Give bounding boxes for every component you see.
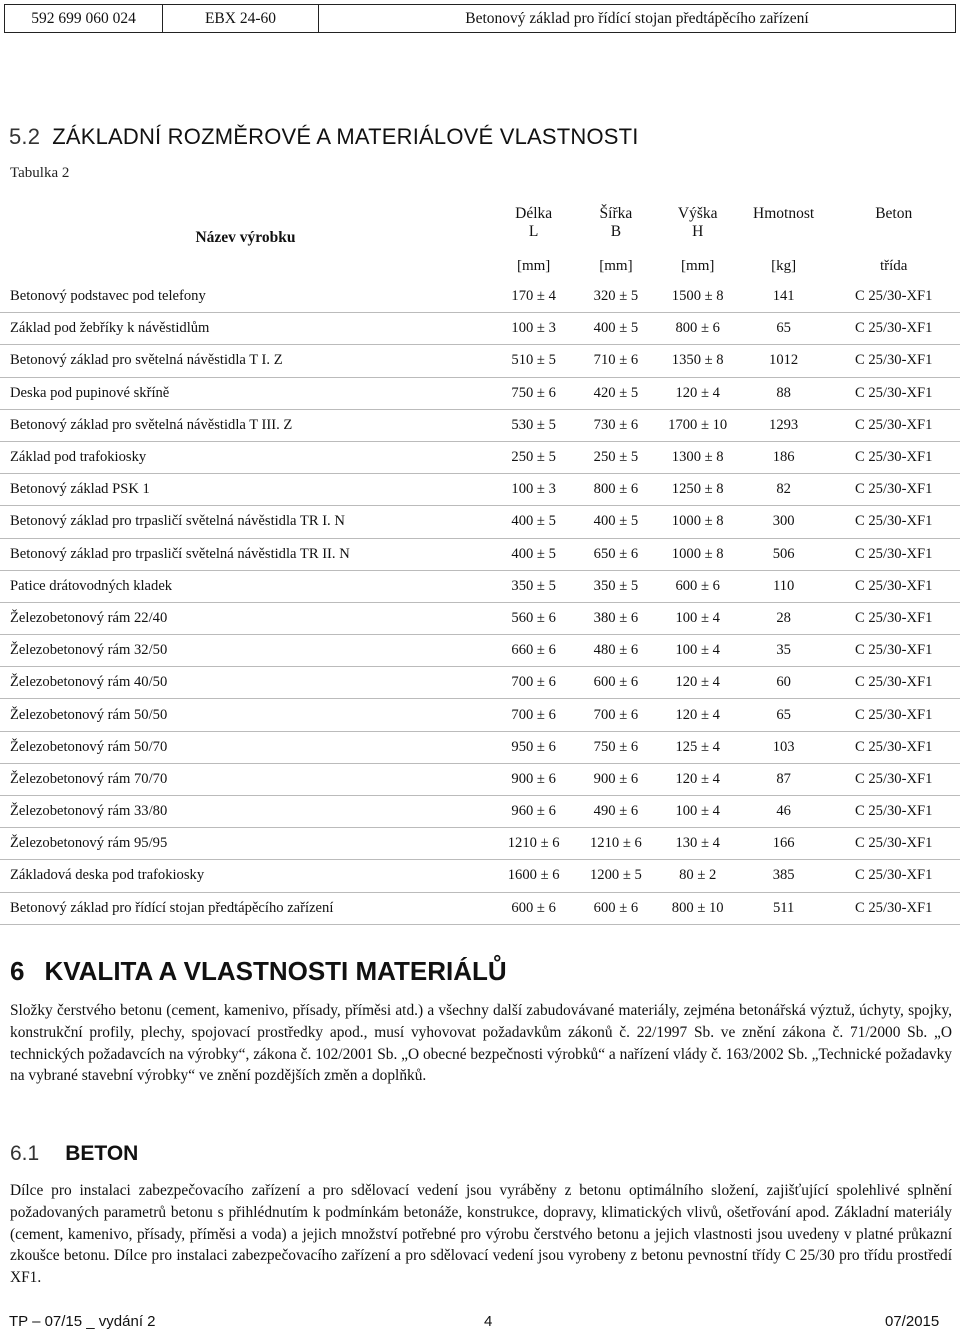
length-header: Délka L <box>515 205 553 240</box>
length-cell: 400 ± 5 <box>491 506 576 538</box>
width-cell: 420 ± 5 <box>576 377 655 409</box>
footer-date: 07/2015 <box>885 1313 940 1330</box>
length-cell: 700 ± 6 <box>491 699 576 731</box>
mass-cell: 35 <box>740 635 828 667</box>
width-cell: 320 ± 5 <box>576 281 655 313</box>
concrete-class-cell: C 25/30-XF1 <box>827 667 960 699</box>
product-name-cell: Patice drátovodných kladek <box>0 570 491 602</box>
table-row <box>0 763 960 795</box>
height-cell: 120 ± 4 <box>656 763 740 795</box>
product-name-cell: Železobetonový rám 50/50 <box>0 699 491 731</box>
length-cell: 960 ± 6 <box>491 796 576 828</box>
width-cell: 710 ± 6 <box>576 345 655 377</box>
section-number: 5.2 <box>9 124 41 149</box>
width-cell: 700 ± 6 <box>576 699 655 731</box>
table-row <box>0 570 960 602</box>
table-row <box>0 313 960 345</box>
table-row <box>0 538 960 570</box>
table-row <box>0 506 960 538</box>
table-row <box>0 667 960 699</box>
product-name-cell: Betonový podstavec pod telefony <box>0 281 491 313</box>
table-row <box>0 474 960 506</box>
length-cell: 600 ± 6 <box>491 892 576 924</box>
concrete-class-cell: C 25/30-XF1 <box>827 699 960 731</box>
table-row <box>0 892 960 924</box>
length-cell: 400 ± 5 <box>491 538 576 570</box>
height-cell: 80 ± 2 <box>656 860 740 892</box>
product-name-cell: Betonový základ PSK 1 <box>0 474 491 506</box>
product-name-cell: Železobetonový rám 50/70 <box>0 731 491 763</box>
product-name-cell: Betonový základ pro světelná návěstidla T I. Z <box>0 345 491 377</box>
width-cell: 900 ± 6 <box>576 763 655 795</box>
length-cell: 350 ± 5 <box>491 570 576 602</box>
table-caption: Tabulka 2 <box>10 165 70 181</box>
product-name-cell: Betonový základ pro řídící stojan předtápěcího zařízení <box>0 892 491 924</box>
product-name-cell: Základ pod trafokiosky <box>0 441 491 473</box>
table-row <box>0 860 960 892</box>
concrete-class-cell: C 25/30-XF1 <box>827 281 960 313</box>
mass-cell: 141 <box>740 281 828 313</box>
width-cell: 400 ± 5 <box>576 506 655 538</box>
height-cell: 100 ± 4 <box>656 635 740 667</box>
height-cell: 100 ± 4 <box>656 796 740 828</box>
footer-doc-ref: TP – 07/15 _ vydání 2 <box>9 1313 156 1330</box>
unit-mass: [kg] <box>771 257 797 274</box>
section-title: BETON <box>65 1142 139 1165</box>
table-row <box>0 635 960 667</box>
length-cell: 100 ± 3 <box>491 313 576 345</box>
length-cell: 170 ± 4 <box>491 281 576 313</box>
product-dimensions-table <box>0 195 960 925</box>
height-cell: 600 ± 6 <box>656 570 740 602</box>
height-cell: 125 ± 4 <box>656 731 740 763</box>
mass-cell: 166 <box>740 828 828 860</box>
width-cell: 1210 ± 6 <box>576 828 655 860</box>
mass-cell: 385 <box>740 860 828 892</box>
header-doc-number: 592 699 060 024 <box>5 5 163 32</box>
mass-cell: 103 <box>740 731 828 763</box>
width-cell: 800 ± 6 <box>576 474 655 506</box>
unit-width: [mm] <box>599 257 633 274</box>
length-cell: 900 ± 6 <box>491 763 576 795</box>
product-name-cell: Betonový základ pro trpasličí světelná návěstidla TR I. N <box>0 506 491 538</box>
mass-cell: 511 <box>740 892 828 924</box>
mass-cell: 1012 <box>740 345 828 377</box>
product-name-cell: Deska pod pupinové skříně <box>0 377 491 409</box>
concrete-class-cell: C 25/30-XF1 <box>827 441 960 473</box>
section-number: 6.1 <box>10 1142 40 1165</box>
width-cell: 1200 ± 5 <box>576 860 655 892</box>
mass-cell: 506 <box>740 538 828 570</box>
height-cell: 120 ± 4 <box>656 377 740 409</box>
section-6-1-heading <box>10 1142 138 1166</box>
mass-cell: 87 <box>740 763 828 795</box>
concrete-class-cell: C 25/30-XF1 <box>827 635 960 667</box>
height-cell: 130 ± 4 <box>656 828 740 860</box>
length-cell: 250 ± 5 <box>491 441 576 473</box>
product-name-cell: Železobetonový rám 33/80 <box>0 796 491 828</box>
height-cell: 1300 ± 8 <box>656 441 740 473</box>
height-cell: 800 ± 10 <box>656 892 740 924</box>
mass-cell: 65 <box>740 699 828 731</box>
concrete-class-cell: C 25/30-XF1 <box>827 345 960 377</box>
table-row <box>0 828 960 860</box>
length-cell: 100 ± 3 <box>491 474 576 506</box>
mass-cell: 65 <box>740 313 828 345</box>
concrete-class-cell: C 25/30-XF1 <box>827 731 960 763</box>
product-name-cell: Železobetonový rám 40/50 <box>0 667 491 699</box>
section-title: ZÁKLADNÍ ROZMĚROVÉ A MATERIÁLOVÉ VLASTNOSTI <box>52 124 639 149</box>
height-cell: 120 ± 4 <box>656 699 740 731</box>
table-row <box>0 699 960 731</box>
unit-height: [mm] <box>681 257 715 274</box>
height-cell: 1350 ± 8 <box>656 345 740 377</box>
length-cell: 660 ± 6 <box>491 635 576 667</box>
length-cell: 560 ± 6 <box>491 602 576 634</box>
table-row <box>0 409 960 441</box>
concrete-class-cell: C 25/30-XF1 <box>827 377 960 409</box>
product-name-cell: Základ pod žebříky k návěstidlům <box>0 313 491 345</box>
concrete-class-cell: C 25/30-XF1 <box>827 892 960 924</box>
section-title: KVALITA A VLASTNOSTI MATERIÁLŮ <box>44 956 507 986</box>
section-number: 6 <box>10 956 25 986</box>
product-name-cell: Železobetonový rám 95/95 <box>0 828 491 860</box>
width-cell: 350 ± 5 <box>576 570 655 602</box>
table-row <box>0 377 960 409</box>
product-name-cell: Betonový základ pro trpasličí světelná návěstidla TR II. N <box>0 538 491 570</box>
concrete-class-cell: C 25/30-XF1 <box>827 570 960 602</box>
mass-cell: 300 <box>740 506 828 538</box>
height-cell: 120 ± 4 <box>656 667 740 699</box>
mass-cell: 186 <box>740 441 828 473</box>
width-cell: 730 ± 6 <box>576 409 655 441</box>
height-cell: 1250 ± 8 <box>656 474 740 506</box>
mass-cell: 46 <box>740 796 828 828</box>
length-cell: 530 ± 5 <box>491 409 576 441</box>
height-cell: 800 ± 6 <box>656 313 740 345</box>
height-cell: 100 ± 4 <box>656 602 740 634</box>
section-6-heading <box>10 956 507 987</box>
concrete-class-cell: C 25/30-XF1 <box>827 796 960 828</box>
concrete-class-cell: C 25/30-XF1 <box>827 409 960 441</box>
mass-cell: 28 <box>740 602 828 634</box>
width-cell: 400 ± 5 <box>576 313 655 345</box>
length-cell: 700 ± 6 <box>491 667 576 699</box>
table-row <box>0 441 960 473</box>
height-cell: 1500 ± 8 <box>656 281 740 313</box>
unit-length: [mm] <box>516 257 551 274</box>
table-row <box>0 345 960 377</box>
concrete-class-cell: C 25/30-XF1 <box>827 474 960 506</box>
concrete-header: Beton <box>875 205 913 222</box>
width-cell: 490 ± 6 <box>576 796 655 828</box>
length-cell: 1600 ± 6 <box>491 860 576 892</box>
table-row <box>0 281 960 313</box>
width-cell: 380 ± 6 <box>576 602 655 634</box>
mass-cell: 60 <box>740 667 828 699</box>
running-header <box>4 4 956 33</box>
length-cell: 750 ± 6 <box>491 377 576 409</box>
length-cell: 950 ± 6 <box>491 731 576 763</box>
mass-cell: 1293 <box>740 409 828 441</box>
height-header: Výška H <box>677 205 718 240</box>
product-name-cell: Železobetonový rám 22/40 <box>0 602 491 634</box>
section-5-2-heading <box>9 124 639 150</box>
width-cell: 750 ± 6 <box>576 731 655 763</box>
table-row <box>0 796 960 828</box>
concrete-class-cell: C 25/30-XF1 <box>827 763 960 795</box>
product-name-cell: Železobetonový rám 70/70 <box>0 763 491 795</box>
height-cell: 1000 ± 8 <box>656 506 740 538</box>
height-cell: 1700 ± 10 <box>656 409 740 441</box>
width-cell: 650 ± 6 <box>576 538 655 570</box>
product-name-header: Název výrobku <box>195 229 296 246</box>
concrete-class-cell: C 25/30-XF1 <box>827 860 960 892</box>
length-cell: 510 ± 5 <box>491 345 576 377</box>
product-name-cell: Betonový základ pro světelná návěstidla T III. Z <box>0 409 491 441</box>
length-cell: 1210 ± 6 <box>491 828 576 860</box>
mass-cell: 88 <box>740 377 828 409</box>
mass-cell: 110 <box>740 570 828 602</box>
width-header: Šířka B <box>599 205 633 240</box>
section-6-paragraph: Složky čerstvého betonu (cement, kamenivo, přísady, příměsi atd.) a všechny další zabudovávané materiály, zejména betonářská výztuž, úchyty, spojky, konstrukční profily, plechy, spojovací prostředky apod., musí vyhovovat požadavkům zákonů č. 22/1997 Sb. ve znění zákona č. 71/2000 Sb. „O technických požadavcích na výrobky“, zákona č. 102/2001 Sb. „O obecné bezpečnosti výrobků“ a nařízení vlády č. 163/2002 Sb. „Technické požadavky na vybrané stavební výrobky“ ve znění pozdějších změn a doplňků. <box>10 1002 952 1085</box>
unit-concrete: třída <box>879 257 908 274</box>
width-cell: 250 ± 5 <box>576 441 655 473</box>
product-name-cell: Železobetonový rám 32/50 <box>0 635 491 667</box>
table-row <box>0 602 960 634</box>
width-cell: 480 ± 6 <box>576 635 655 667</box>
mass-header: Hmotnost <box>753 205 815 222</box>
table-body <box>0 281 960 924</box>
width-cell: 600 ± 6 <box>576 667 655 699</box>
concrete-class-cell: C 25/30-XF1 <box>827 506 960 538</box>
header-title: Betonový základ pro řídící stojan předtápěcího zařízení <box>465 9 809 27</box>
mass-cell: 82 <box>740 474 828 506</box>
table-row <box>0 731 960 763</box>
footer-page-number: 4 <box>484 1313 493 1330</box>
concrete-class-cell: C 25/30-XF1 <box>827 602 960 634</box>
section-6-1-paragraph: Dílce pro instalaci zabezpečovacího zařízení a pro sdělovací vedení jsou vyráběny z betonu optimálního složení, zajišťující spolehlivé splnění požadovaných parametrů betonu s přihlédnutím k podmínkám betonáže, konstrukce, dopravy, klimatických vlivů, ošetřování apod. Základní materiály (cement, kamenivo, přísady, příměsi a voda) a jejich množství potřebné pro výrobu čerstvého betonu a jejich vlastnosti jsou uvedeny v platné průkazní zkoušce betonu. Dílce pro instalaci zabezpečovacího zařízení a pro sdělovací vedení jsou vyrobeny z betonu pevnostní třídy C 25/30 pro třídu prostředí XF1. <box>10 1182 952 1287</box>
concrete-class-cell: C 25/30-XF1 <box>827 828 960 860</box>
concrete-class-cell: C 25/30-XF1 <box>827 313 960 345</box>
height-cell: 1000 ± 8 <box>656 538 740 570</box>
header-code: EBX 24-60 <box>163 5 319 32</box>
concrete-class-cell: C 25/30-XF1 <box>827 538 960 570</box>
product-name-cell: Základová deska pod trafokiosky <box>0 860 491 892</box>
width-cell: 600 ± 6 <box>576 892 655 924</box>
